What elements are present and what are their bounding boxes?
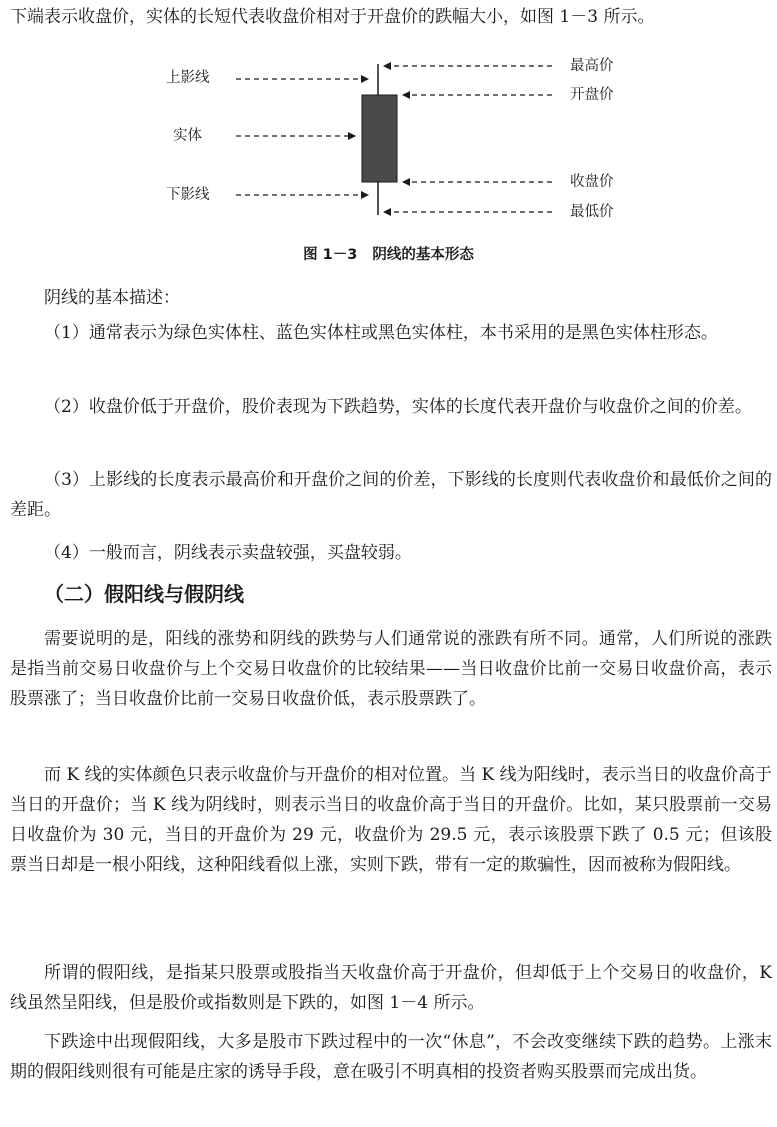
section-paragraph-4: 下跌途中出现假阳线，大多是股市下跌过程中的一次“休息”，不会改变继续下跌的趋势。上涨末期的假阳线则很有可能是庄家的诱导手段，意在吸引不明真相的投资者购买股票而完成出货。 bbox=[10, 1032, 772, 1082]
low-price-label: 最低价 bbox=[570, 204, 614, 220]
section-paragraph-2: 而 K 线的实体颜色只表示收盘价与开盘价的相对位置。当 K 线为阳线时，表示当日的收盘价高于当日的开盘价；当 K 线为阴线时，则表示当日的收盘价高于当日的开盘价。比如，某只股票前一交易日收盘价为 30 元，当日的开盘价为 29 元，收盘价为 29.5 元，表示该股票下跌了 0.5 元；但该股票当日却是一根小阳线，这种阳线看似上涨，实则下跌，带有一定的欺骗性，因而被称为假阳线。 bbox=[10, 765, 772, 875]
figure-caption: 图 1－3 阴线的基本形态 bbox=[303, 247, 474, 263]
description-item-3: （3）上影线的长度表示最高价和开盘价之间的价差，下影线的长度则代表收盘价和最低价之间的差距。 bbox=[10, 470, 772, 520]
bearish-candlestick-diagram bbox=[0, 50, 777, 240]
section-heading: （二）假阳线与假阴线 bbox=[44, 582, 244, 606]
intro-line: 下端表示收盘价，实体的长短代表收盘价相对于开盘价的跌幅大小，如图 1－3 所示。 bbox=[10, 7, 655, 27]
high-price-label: 最高价 bbox=[570, 58, 614, 74]
lower-shadow-label: 下影线 bbox=[166, 187, 210, 203]
description-heading: 阴线的基本描述： bbox=[44, 288, 180, 308]
open-price-label: 开盘价 bbox=[570, 87, 614, 103]
candlestick-figure bbox=[0, 50, 777, 270]
body-label: 实体 bbox=[173, 128, 202, 144]
section-paragraph-1: 需要说明的是，阳线的涨势和阴线的跌势与人们通常说的涨跌有所不同。通常，人们所说的涨跌是指当前交易日收盘价与上个交易日收盘价的比较结果——当日收盘价比前一交易日收盘价高，表示股票涨了；当日收盘价比前一交易日收盘价低，表示股票跌了。 bbox=[10, 629, 772, 709]
upper-shadow-label: 上影线 bbox=[166, 70, 210, 86]
description-item-2: （2）收盘价低于开盘价，股价表现为下跌趋势，实体的长度代表开盘价与收盘价之间的价差。 bbox=[44, 397, 752, 417]
close-price-label: 收盘价 bbox=[570, 174, 614, 190]
candle-body bbox=[362, 95, 397, 182]
description-item-4: （4）一般而言，阴线表示卖盘较强，买盘较弱。 bbox=[44, 543, 412, 563]
description-item-1: （1）通常表示为绿色实体柱、蓝色实体柱或黑色实体柱，本书采用的是黑色实体柱形态。 bbox=[44, 323, 718, 343]
section-paragraph-3: 所谓的假阳线，是指某只股票或股指当天收盘价高于开盘价，但却低于上个交易日的收盘价，K 线虽然呈阳线，但是股价或指数则是下跌的，如图 1－4 所示。 bbox=[10, 963, 772, 1013]
